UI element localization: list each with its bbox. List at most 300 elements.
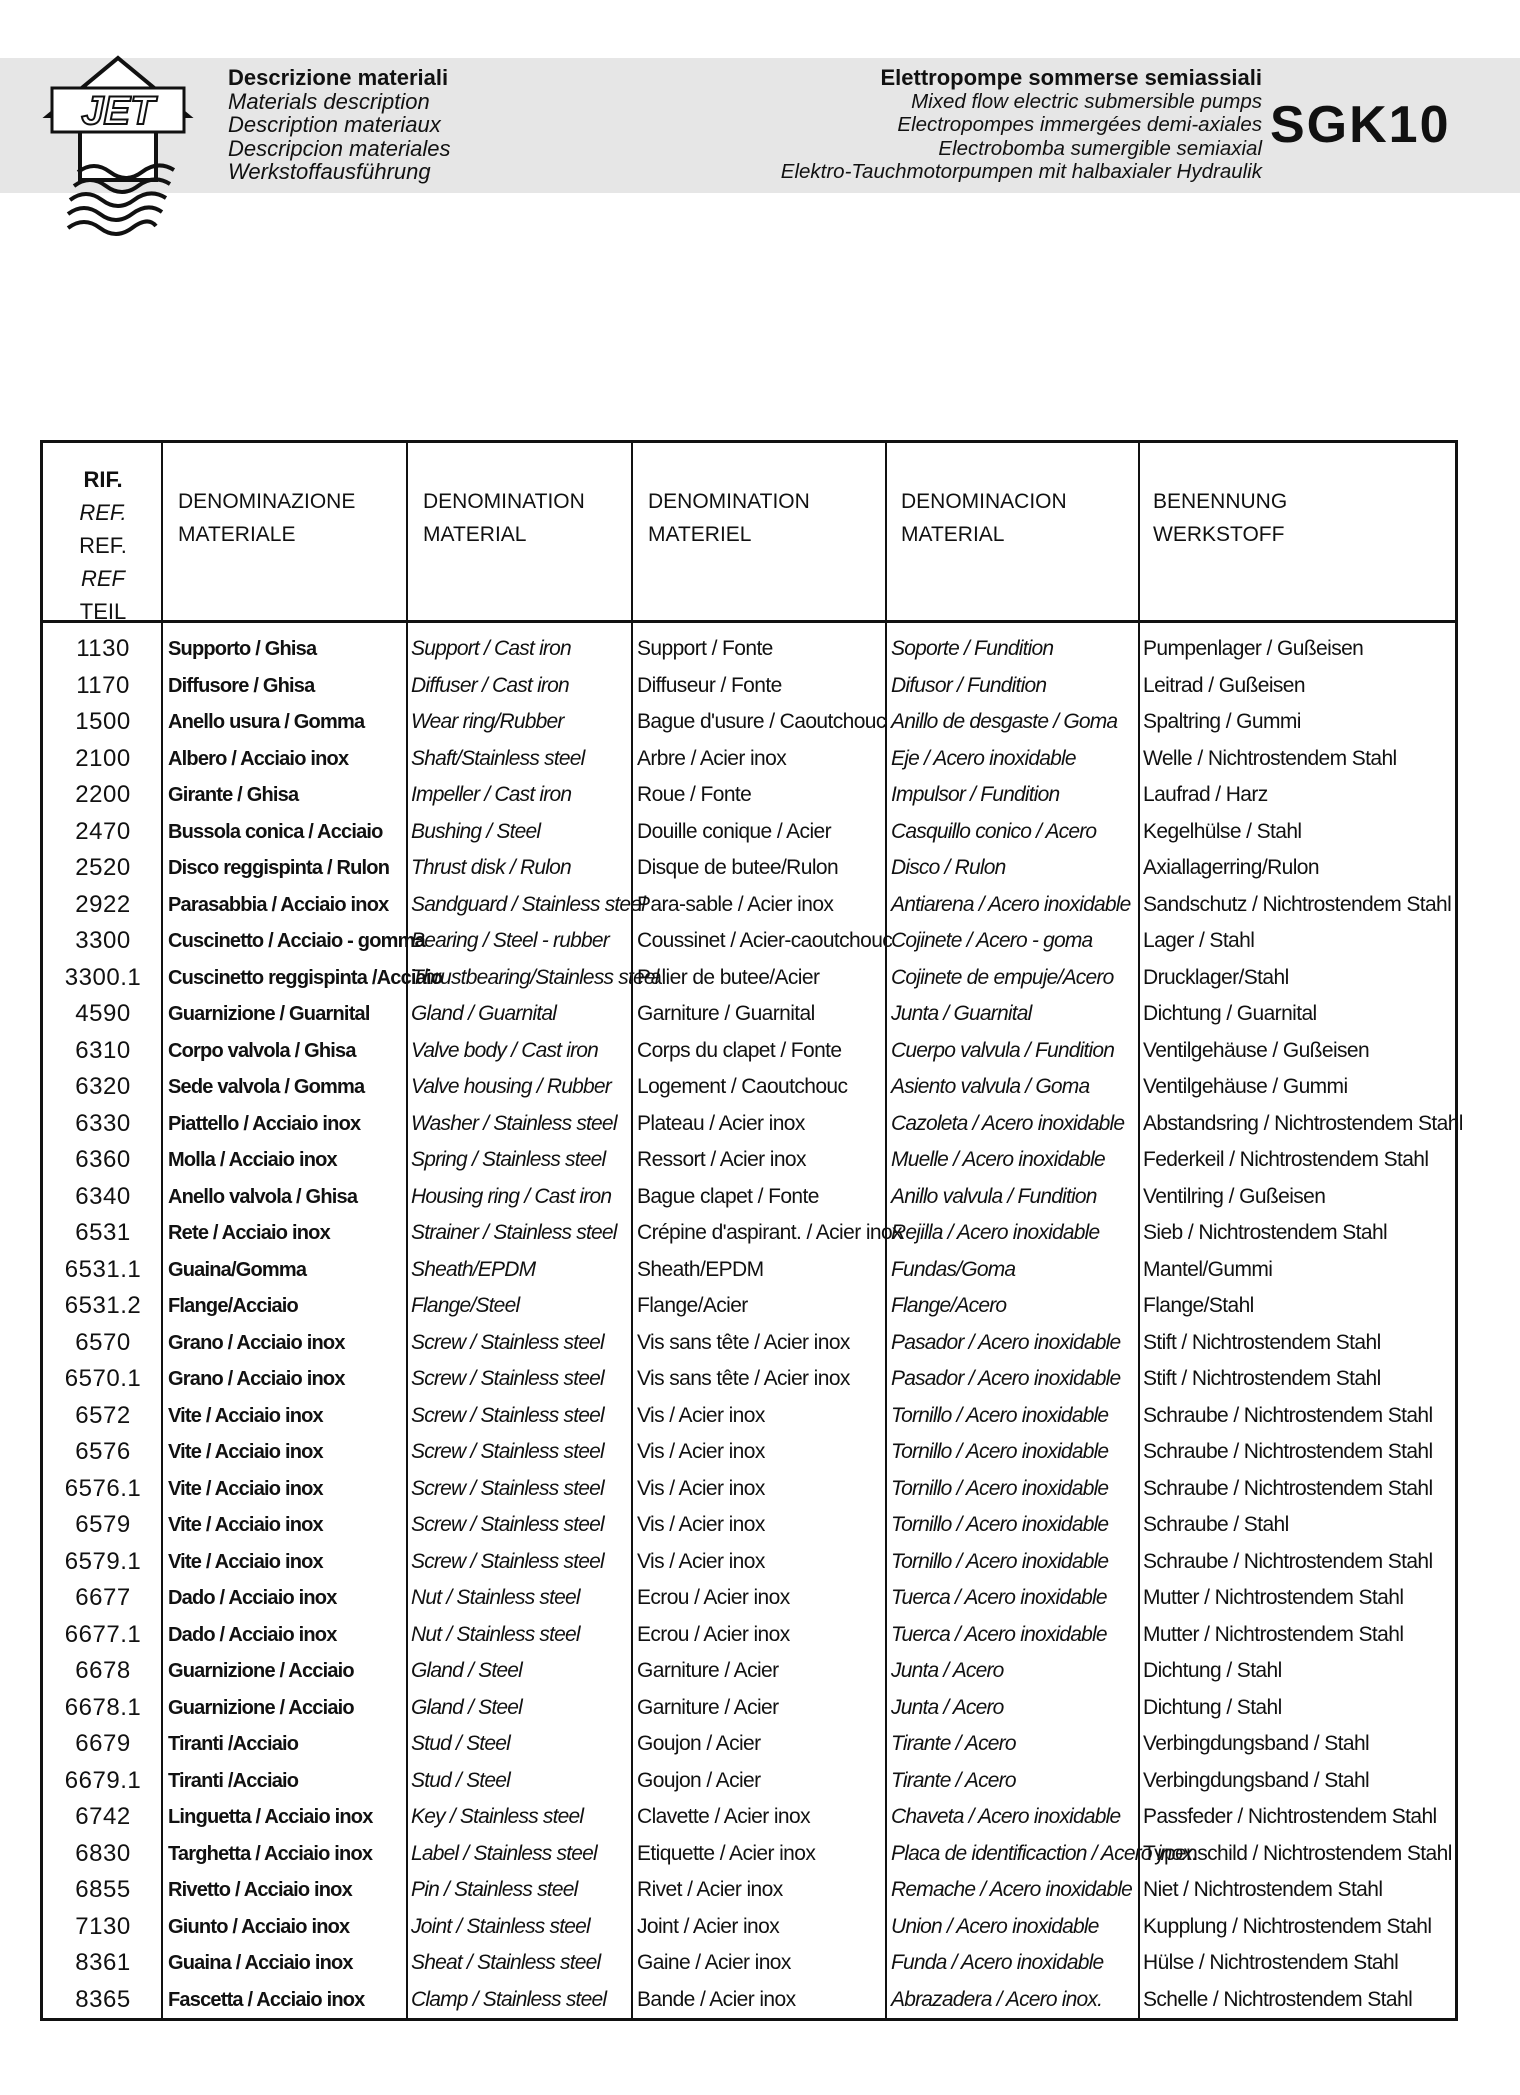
cell-it: Supporto / Ghisa [168,638,317,660]
cell-it: Vite / Acciaio inox [168,1514,323,1536]
cell-fr: Vis / Acier inox [637,1440,765,1463]
table-row [43,1836,1455,1873]
cell-it: Dado / Acciaio inox [168,1623,337,1646]
cell-es: Tuerca / Acero inoxidable [891,1586,1107,1609]
logo-text: JET [81,89,155,133]
cell-de: Drucklager/Stahl [1143,965,1289,989]
cell-fr: Crépine d'aspirant. / Acier inox [637,1221,902,1244]
cell-ref: 6677.1 [64,1620,142,1648]
cell-it: Corpo valvola / Ghisa [168,1039,356,1062]
cell-es: Tirante / Acero [891,1768,1016,1792]
cell-ref: 3300 [75,927,131,954]
header-de-line2: WERKSTOFF [1153,523,1285,546]
cell-de: Welle / Nichtrostendem Stahl [1143,746,1397,770]
cell-ref: 6310 [75,1036,131,1064]
cell-fr: Vis / Acier inox [637,1476,765,1500]
header-es-line1: DENOMINACION [901,490,1067,513]
cell-it: Flange/Acciaio [168,1295,298,1317]
cell-fr: Disque de butee/Rulon [637,856,839,879]
cell-de: Niet / Nichtrostendem Stahl [1143,1878,1383,1901]
cell-en: Washer / Stainless steel [411,1111,617,1135]
header-de [1153,485,1287,551]
cell-ref: 6830 [75,1839,131,1867]
table-row [43,1288,1455,1325]
cell-fr: Garniture / Guarnital [637,1002,815,1025]
header-de-line1: BENENNUNG [1153,490,1288,513]
cell-en: Screw / Stainless steel [411,1513,604,1536]
table-row [43,1179,1455,1216]
cell-ref: 2470 [75,817,131,845]
title-de: Werkstoffausführung [228,159,431,184]
cell-de: Pumpenlager / Gußeisen [1143,637,1364,660]
cell-ref: 2922 [75,890,131,918]
cell-es: Impulsor / Fundition [891,783,1060,806]
cell-fr: Sheath/EPDM [637,1257,764,1281]
cell-de: Abstandsring / Nichtrostendem Stahl [1143,1111,1463,1135]
cell-fr: Ecrou / Acier inox [637,1586,790,1609]
table-row [43,704,1455,741]
jet-logo [38,52,198,244]
header-it [178,485,355,551]
cell-de: Flange/Stahl [1143,1294,1254,1317]
cell-ref: 6531.1 [64,1255,142,1283]
cell-it: Guarnizione / Guarnital [168,1003,370,1025]
right-titles [781,66,1262,184]
table-row [43,741,1455,778]
cell-es: Cojinete / Acero - goma [891,929,1093,952]
cell-en: Screw / Stainless steel [411,1403,604,1427]
cell-de: Mantel/Gummi [1143,1257,1273,1281]
cell-de: Verbingdungsband / Stahl [1143,1768,1370,1792]
cell-de: Ventilgehäuse / Gummi [1143,1075,1348,1098]
cell-ref: 6678 [75,1657,131,1684]
cell-it: Vite / Acciaio inox [168,1550,323,1573]
header-en-line2: MATERIAL [423,523,527,546]
product-title-it: Elettropompe sommerse semiassiali [880,65,1262,90]
cell-en: Strainer / Stainless steel [411,1221,617,1244]
table-row [43,1106,1463,1143]
cell-fr: Vis / Acier inox [637,1403,765,1427]
cell-es: Junta / Acero [891,1695,1004,1719]
table-row [43,1799,1455,1836]
table-row [43,960,1455,997]
cell-it: Anello usura / Gomma [168,711,365,733]
cell-de: Stift / Nichtrostendem Stahl [1143,1367,1381,1390]
cell-it: Giunto / Acciaio inox [168,1915,350,1938]
left-titles [228,66,451,184]
table-row [43,1872,1455,1909]
cell-ref: 6531.2 [64,1292,142,1319]
table-row [43,1617,1455,1654]
table-row [43,631,1455,668]
cell-es: Antiarena / Acero inoxidable [891,892,1131,916]
table-row [43,777,1455,814]
table-row [43,668,1455,705]
cell-ref: 6576 [75,1438,131,1465]
cell-de: Passfeder / Nichtrostendem Stahl [1143,1805,1437,1828]
cell-en: Housing ring / Cast iron [411,1184,612,1208]
cell-ref: 6579.1 [64,1547,142,1575]
cell-de: Kegelhülse / Stahl [1143,819,1302,843]
cell-es: Tornillo / Acero inoxidable [891,1403,1109,1427]
cell-de: Schelle / Nichtrostendem Stahl [1143,1987,1413,2011]
cell-en: Impeller / Cast iron [411,783,572,806]
cell-fr: Clavette / Acier inox [637,1805,810,1828]
cell-it: Rivetto / Acciaio inox [168,1879,352,1901]
cell-fr: Bague d'usure / Caoutchouc [637,710,886,733]
cell-ref: 7130 [75,1912,131,1940]
cell-en: Flange/Steel [411,1294,520,1317]
header-fr [648,485,810,551]
cell-fr: Flange/Acier [637,1294,748,1317]
cell-it: Guaina/Gomma [168,1258,307,1281]
cell-de: Federkeil / Nichtrostendem Stahl [1143,1148,1429,1171]
cell-fr: Bande / Acier inox [637,1987,796,2011]
cell-de: Sandschutz / Nichtrostendem Stahl [1143,892,1452,916]
cell-fr: Palier de butee/Acier [637,965,820,989]
cell-es: Tornillo / Acero inoxidable [891,1513,1109,1536]
cell-en: Pin / Stainless steel [411,1878,578,1901]
cell-es: Cazoleta / Acero inoxidable [891,1111,1125,1135]
cell-fr: Etiquette / Acier inox [637,1841,816,1865]
table-row [43,1544,1455,1581]
cell-en: Stud / Steel [411,1768,510,1792]
cell-de: Dichtung / Stahl [1143,1659,1282,1682]
table-row [43,1945,1455,1982]
cell-fr: Support / Fonte [637,637,773,660]
cell-it: Vite / Acciaio inox [168,1477,323,1500]
cell-it: Bussola conica / Acciaio [168,820,383,843]
cell-it: Vite / Acciaio inox [168,1404,323,1427]
cell-fr: Ressort / Acier inox [637,1148,806,1171]
cell-fr: Vis / Acier inox [637,1549,765,1573]
cell-de: Schraube / Nichtrostendem Stahl [1143,1549,1433,1573]
cell-es: Tornillo / Acero inoxidable [891,1476,1109,1500]
cell-de: Mutter / Nichtrostendem Stahl [1143,1586,1404,1609]
cell-it: Anello valvola / Ghisa [168,1185,358,1208]
cell-en: Support / Cast iron [411,637,571,660]
cell-es: Cojinete de empuje/Acero [891,965,1114,989]
cell-fr: Roue / Fonte [637,783,752,806]
cell-de: Axiallagerring/Rulon [1143,856,1319,879]
title-fr: Description materiaux [228,112,441,137]
table-header [43,443,1455,623]
cell-it: Dado / Acciaio inox [168,1587,337,1609]
cell-it: Guarnizione / Acciaio [168,1660,354,1682]
cell-de: Typenschild / Nichtrostendem Stahl [1143,1841,1452,1865]
header-en-line1: DENOMINATION [423,490,585,513]
cell-ref: 6360 [75,1146,131,1173]
cell-fr: Para-sable / Acier inox [637,892,834,916]
cell-ref: 2200 [75,781,131,808]
cell-de: Laufrad / Harz [1143,783,1268,806]
cell-es: Junta / Guarnital [891,1002,1032,1025]
cell-es: Chaveta / Acero inoxidable [891,1805,1121,1828]
table-row [43,1507,1455,1544]
cell-en: Shaft/Stainless steel [411,746,585,770]
cell-fr: Ecrou / Acier inox [637,1622,790,1646]
cell-de: Spaltring / Gummi [1143,710,1301,733]
cell-en: Thrust disk / Rulon [411,856,571,879]
cell-de: Schraube / Nichtrostendem Stahl [1143,1476,1433,1500]
cell-en: Wear ring/Rubber [411,710,564,733]
table-row [43,1142,1455,1179]
cell-fr: Garniture / Acier [637,1659,779,1682]
cell-de: Stift / Nichtrostendem Stahl [1143,1330,1381,1354]
header-it-line2: MATERIALE [178,523,296,546]
cell-fr: Arbre / Acier inox [637,746,787,770]
cell-es: Tornillo / Acero inoxidable [891,1440,1109,1463]
cell-ref: 6678.1 [64,1693,142,1721]
cell-en: Sheath/EPDM [411,1257,536,1281]
cell-it: Albero / Acciaio inox [168,747,349,770]
cell-de: Sieb / Nichtrostendem Stahl [1143,1221,1388,1244]
cell-it: Fascetta / Acciaio inox [168,1988,365,2011]
header-ref-it: RIF. [83,467,123,492]
cell-fr: Plateau / Acier inox [637,1111,805,1135]
product-title-fr: Electropompes immergées demi-axiales [897,113,1262,136]
cell-es: Anillo de desgaste / Goma [891,710,1118,733]
header-ref-fr: REF. [79,533,127,558]
cell-fr: Gaine / Acier inox [637,1951,791,1974]
table-body [43,631,1463,2018]
table-row [43,1982,1455,2019]
cell-de: Schraube / Nichtrostendem Stahl [1143,1403,1433,1427]
cell-en: Diffuser / Cast iron [411,673,569,697]
header-ref [43,463,163,628]
header-es [901,485,1067,551]
cell-en: Screw / Stainless steel [411,1549,604,1573]
cell-en: Gland / Guarnital [411,1002,557,1025]
table-row [43,850,1455,887]
table-row [43,1471,1455,1508]
cell-ref: 4590 [75,1000,131,1027]
cell-es: Disco / Rulon [891,856,1006,879]
cell-en: Gland / Steel [411,1659,523,1682]
cell-es: Pasador / Acero inoxidable [891,1367,1121,1390]
header-fr-line2: MATERIEL [648,523,752,546]
cell-fr: Vis / Acier inox [637,1513,765,1536]
cell-it: Targhetta / Acciaio inox [168,1842,373,1865]
cell-en: Clamp / Stainless steel [411,1987,607,2011]
table-row [43,1252,1455,1289]
cell-ref: 6579 [75,1511,131,1538]
cell-en: Screw / Stainless steel [411,1476,604,1500]
title-es: Descripcion materiales [228,135,451,161]
cell-ref: 6679 [75,1730,131,1757]
table-row [43,1398,1455,1435]
cell-en: Joint / Stainless steel [411,1914,590,1938]
cell-it: Rete / Acciaio inox [168,1222,330,1244]
cell-ref: 1170 [76,671,130,699]
table-row [43,923,1455,960]
title-it: Descrizione materiali [228,65,449,90]
table-row [43,1653,1455,1690]
table-row [43,1033,1455,1070]
cell-ref: 3300.1 [64,963,142,991]
materials-table [40,440,1463,2021]
table-row [43,1580,1455,1617]
header-it-line1: DENOMINAZIONE [178,490,356,513]
cell-es: Casquillo conico / Acero [891,819,1097,843]
cell-it: Cuscinetto / Acciaio - gomma [168,930,425,952]
header-ref-de: TEIL [79,599,127,624]
cell-en: Valve housing / Rubber [411,1075,611,1098]
cell-ref: 6340 [75,1182,131,1210]
cell-en: Bushing / Steel [411,819,541,843]
table-row [43,1215,1455,1252]
cell-de: Dichtung / Guarnital [1143,1002,1317,1025]
cell-en: Nut / Stainless steel [411,1622,580,1646]
cell-de: Mutter / Nichtrostendem Stahl [1143,1622,1404,1646]
cell-it: Diffusore / Ghisa [168,674,315,697]
cell-es: Cuerpo valvula / Fundition [891,1038,1115,1062]
cell-en: Screw / Stainless steel [411,1367,604,1390]
cell-it: Guarnizione / Acciaio [168,1696,354,1719]
table-row [43,1726,1455,1763]
cell-it: Girante / Ghisa [168,784,299,806]
cell-es: Tornillo / Acero inoxidable [891,1549,1109,1573]
cell-es: Anillo valvula / Fundition [891,1184,1097,1208]
cell-it: Cuscinetto reggispinta /Acciaio [168,966,443,989]
table-row [43,1763,1455,1800]
table-row [43,1361,1455,1398]
product-title-en: Mixed flow electric submersible pumps [911,89,1262,113]
cell-en: Nut / Stainless steel [411,1586,580,1609]
cell-ref: 6320 [75,1073,131,1100]
cell-ref: 6570 [75,1328,131,1356]
cell-es: Tuerca / Acero inoxidable [891,1622,1107,1646]
cell-fr: Bague clapet / Fonte [637,1184,819,1208]
cell-fr: Logement / Caoutchouc [637,1075,848,1098]
cell-fr: Coussinet / Acier-caoutchouc [637,929,893,952]
table-row [43,1325,1455,1362]
table-row [43,1069,1455,1106]
cell-ref: 6679.1 [64,1766,142,1794]
cell-ref: 8365 [75,1985,131,2013]
table-row [43,1909,1455,1946]
cell-it: Disco reggispinta / Rulon [168,857,390,879]
cell-en: Spring / Stainless steel [411,1148,606,1171]
cell-ref: 6742 [75,1803,131,1830]
model-code: SGK10 [1270,96,1451,154]
header-es-line2: MATERIAL [901,523,1005,546]
cell-fr: Goujon / Acier [637,1732,761,1755]
table-row [43,996,1455,1033]
cell-ref: 6572 [75,1401,131,1429]
cell-it: Sede valvola / Gomma [168,1076,365,1098]
cell-fr: Vis sans tête / Acier inox [637,1330,850,1354]
cell-en: Screw / Stainless steel [411,1330,604,1354]
table-row [43,814,1455,851]
header-fr-line1: DENOMINATION [648,490,810,513]
cell-fr: Garniture / Acier [637,1695,779,1719]
cell-en: Gland / Steel [411,1695,523,1719]
header-ref-es: REF [81,566,125,591]
cell-en: Bearing / Steel - rubber [411,929,609,952]
header-en [423,485,585,551]
cell-de: Lager / Stahl [1143,929,1255,952]
cell-es: Funda / Acero inoxidable [891,1951,1104,1974]
cell-es: Soporte / Fundition [891,637,1054,660]
cell-ref: 6677 [75,1584,131,1611]
cell-ref: 6570.1 [64,1365,142,1392]
cell-it: Molla / Acciaio inox [168,1149,337,1171]
cell-en: Valve body / Cast iron [411,1038,599,1062]
cell-en: Key / Stainless steel [411,1805,584,1828]
cell-de: Hülse / Nichtrostendem Stahl [1143,1951,1399,1974]
cell-de: Schraube / Nichtrostendem Stahl [1143,1440,1433,1463]
cell-ref: 8361 [75,1949,131,1976]
cell-es: Junta / Acero [891,1659,1004,1682]
product-title-es: Electrobomba sumergible semiaxial [938,136,1262,160]
cell-es: Abrazadera / Acero inox. [891,1987,1103,2011]
cell-es: Union / Acero inoxidable [891,1914,1099,1938]
cell-es: Asiento valvula / Goma [891,1075,1090,1098]
cell-de: Ventilring / Gußeisen [1143,1184,1326,1208]
cell-de: Verbingdungsband / Stahl [1143,1732,1370,1755]
cell-en: Sandguard / Stainless steel [411,892,646,916]
cell-ref: 6330 [75,1109,131,1137]
cell-fr: Rivet / Acier inox [637,1878,783,1901]
cell-it: Grano / Acciaio inox [168,1331,345,1354]
cell-en: Thrustbearing/Stainless steel [411,965,659,989]
cell-fr: Joint / Acier inox [637,1914,780,1938]
cell-es: Eje / Acero inoxidable [891,746,1076,770]
cell-it: Tiranti /Acciaio [168,1769,299,1792]
cell-fr: Douille conique / Acier [637,819,831,843]
cell-ref: 1130 [76,635,130,662]
cell-de: Ventilgehäuse / Gußeisen [1143,1038,1370,1062]
cell-en: Screw / Stainless steel [411,1440,604,1463]
cell-ref: 2520 [75,854,131,881]
cell-de: Leitrad / Gußeisen [1143,673,1305,697]
cell-ref: 1500 [75,708,131,735]
cell-it: Linguetta / Acciaio inox [168,1806,373,1828]
cell-de: Kupplung / Nichtrostendem Stahl [1143,1914,1432,1938]
product-title-de: Elektro-Tauchmotorpumpen mit halbaxialer Hydraulik [780,160,1262,183]
cell-fr: Corps du clapet / Fonte [637,1038,842,1062]
cell-it: Piattello / Acciaio inox [168,1112,361,1135]
cell-it: Tiranti /Acciaio [168,1733,299,1755]
cell-fr: Goujon / Acier [637,1768,761,1792]
cell-es: Placa de identificaction / Acero inox. [891,1841,1198,1865]
cell-it: Grano / Acciaio inox [168,1368,345,1390]
cell-en: Sheat / Stainless steel [411,1951,601,1974]
cell-en: Label / Stainless steel [411,1841,597,1865]
cell-it: Vite / Acciaio inox [168,1441,323,1463]
cell-ref: 6855 [75,1876,131,1903]
cell-es: Muelle / Acero inoxidable [891,1148,1105,1171]
cell-de: Dichtung / Stahl [1143,1695,1282,1719]
cell-ref: 2100 [75,744,131,772]
cell-fr: Diffuseur / Fonte [637,673,782,697]
cell-de: Schraube / Stahl [1143,1513,1289,1536]
cell-fr: Vis sans tête / Acier inox [637,1367,850,1390]
cell-it: Parasabbia / Acciaio inox [168,893,389,916]
table-row [43,887,1455,924]
cell-ref: 6531 [75,1219,131,1246]
cell-es: Flange/Acero [891,1294,1007,1317]
cell-es: Pasador / Acero inoxidable [891,1330,1121,1354]
cell-es: Difusor / Fundition [891,673,1047,697]
header-ref-en: REF. [79,500,127,525]
cell-en: Stud / Steel [411,1732,510,1755]
cell-es: Rejilla / Acero inoxidable [891,1221,1100,1244]
cell-ref: 6576.1 [64,1474,142,1502]
cell-es: Fundas/Goma [891,1257,1016,1281]
cell-it: Guaina / Acciaio inox [168,1952,353,1974]
